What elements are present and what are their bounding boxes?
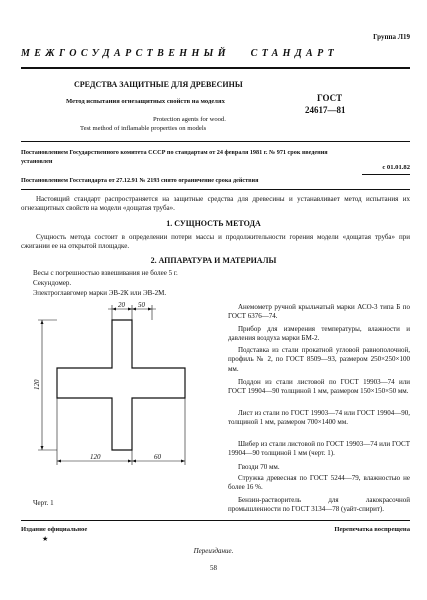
item-anemometer: Анемометр ручной крыльчатый марки АСО-3 типа Б по ГОСТ 6376—74. [228, 303, 410, 321]
item-tray: Поддон из стали листовой по ГОСТ 19903—74 или ГОСТ 19904—90 толщиной 1 мм, размером 150×150×50 мм. [228, 378, 410, 396]
standard-type: МЕЖГОСУДАРСТВЕННЫЙ СТАНДАРТ [21, 48, 339, 59]
item-wood-shavings: Стружка древесная по ГОСТ 5244—79, влажностью не более 16 %. [228, 474, 410, 492]
decree-rule [21, 189, 410, 190]
item-solvent: Бензин-растворитель для лакокрасочной промышленности по ГОСТ 3134—78 (уайт-спирит). [228, 496, 410, 514]
section-1-heading: 1. СУЩНОСТЬ МЕТОДА [166, 219, 261, 228]
document-subtitle: Метод испытания огнезащитных свойств на моделях [66, 98, 225, 105]
item-stand: Подставка из стали прокатной угловой равнополочной, профиль № 2, по ГОСТ 8509—93, размером 250×250×100 мм. [228, 346, 410, 373]
page-number: 58 [210, 564, 217, 572]
figure-caption: Черт. 1 [33, 499, 54, 507]
dim-top-right: 50 [138, 301, 145, 309]
title-rule [21, 141, 410, 142]
group-code: Группа Л19 [373, 33, 410, 41]
decree-line-2: установлен [21, 158, 53, 165]
date-underline [362, 174, 410, 175]
effective-date: с 01.01.82 [382, 164, 410, 171]
document-title: СРЕДСТВА ЗАЩИТНЫЕ ДЛЯ ДРЕВЕСИНЫ [74, 80, 243, 89]
reissue-note: Переиздание. [193, 547, 234, 555]
reprint-prohibited: Перепечатка воспрещена [334, 526, 410, 533]
gost-number: 24617—81 [305, 105, 346, 115]
dim-left: 120 [33, 379, 41, 390]
decree-line-1: Постановлением Государственного комитета СССР по стандартам от 24 февраля 1981 г. № 971 срок введения [21, 149, 328, 156]
official-edition: Издание официальное [21, 526, 88, 533]
intro-paragraph: Настоящий стандарт распространяется на защитные средства для древесины и устанавливает метод испытания их огнезащитных свойств на модели «дощатая труба». [21, 195, 410, 213]
header-rule [21, 67, 410, 69]
damper-drawing [20, 300, 225, 490]
footer-rule [21, 520, 410, 521]
dim-bottom-right: 60 [154, 453, 161, 461]
dim-bottom: 120 [90, 453, 101, 461]
item-weather-device: Прибор для измерения температуры, влажности и давления воздуха марки БМ-2. [228, 325, 410, 343]
dim-top-left: 20 [118, 301, 125, 309]
section-2-heading: 2. АППАРАТУРА И МАТЕРИАЛЫ [150, 256, 277, 265]
english-title-2: Test method of inflamable properties on models [80, 125, 207, 132]
item-scales: Весы с погрешностью взвешивания не более 5 г. [33, 269, 178, 277]
item-damper: Шибер из стали листовой по ГОСТ 19903—74 или ГОСТ 19904—90 толщиной 1 мм (черт. 1). [228, 440, 410, 458]
item-moisture-meter: Электроглавгомер марки ЭВ-2К или ЭВ-2М. [33, 289, 167, 297]
cross-outline [57, 320, 185, 450]
decree-line-3: Постановлением Госстандарта от 27.12.91 № 2193 снято ограничение срока действия [21, 177, 259, 184]
star-icon: ★ [42, 535, 49, 543]
item-nails: Гвозди 70 мм. [238, 463, 280, 471]
item-stopwatch: Секундомер. [33, 279, 72, 287]
section-1-text: Сущность метода состоит в определении потери массы и продолжительности горения модели «дощатая труба» при сжигании ее на открытой площадке. [21, 233, 410, 251]
gost-label: ГОСТ [317, 93, 343, 103]
item-sheet: Лист из стали по ГОСТ 19903—74 или ГОСТ 19904—90, толщиной 1 мм, размером 700×1400 мм. [228, 409, 410, 427]
english-title-1: Protection agents for wood. [153, 116, 226, 123]
